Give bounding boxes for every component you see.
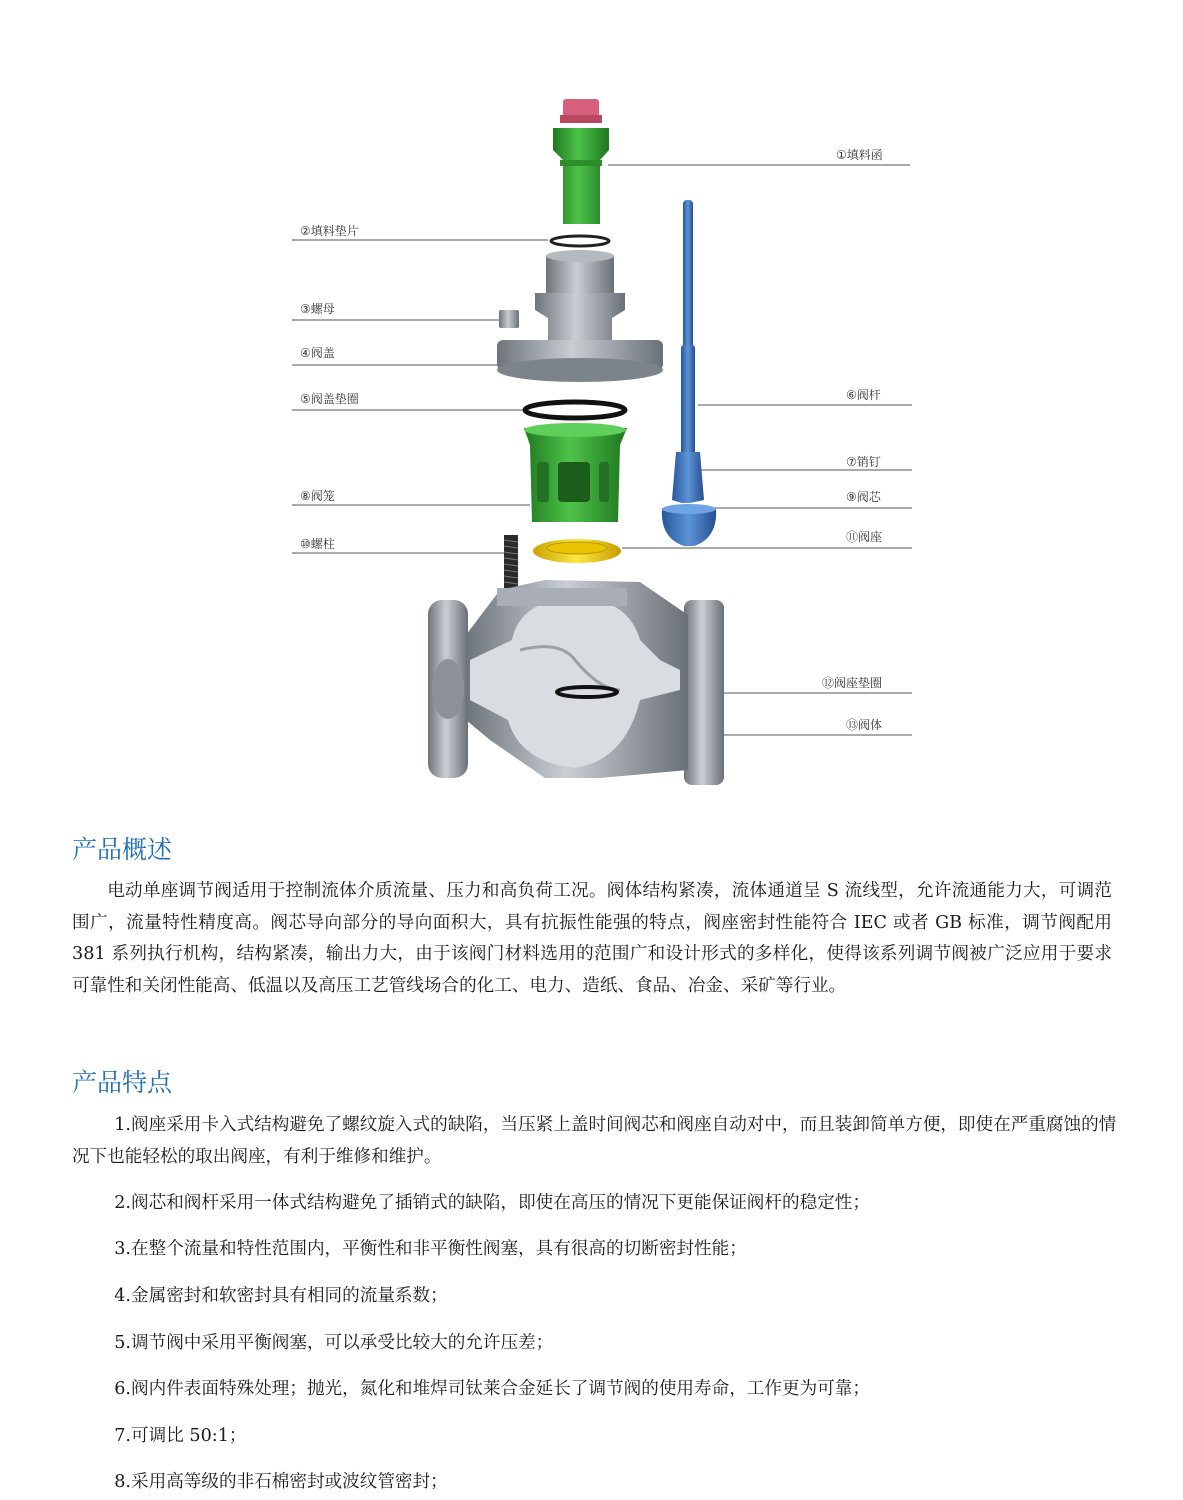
stud	[504, 535, 518, 591]
feature-item-7: 7.可调比 50:1；	[114, 1426, 247, 1446]
valve-seat	[533, 539, 621, 563]
overview-paragraph: 电动单座调节阀适用于控制流体介质流量、压力和高负荷工况。阀体结构紧凑，流体通道呈 S 流线型，允许流通能力大，可调范围广，流量特性精度高。阀芯导向部分的导向面积大，具有抗振性能强的特点，阀座密封性能符合 IEC 或者 GB 标准，调节阀配用 381 系列执行机构，结构紧凑，输出力大，由于该阀门材料选用的范围广和设计形式的多样化，使得该系列调节阀被广泛应用于要求可靠性和关闭性能高、低温以及高压工艺管线场合的化工、电力、造纸、食品、冶金、采矿等行业。	[72, 881, 1112, 996]
features-title: 产品特点	[72, 1068, 173, 1097]
bonnet	[497, 250, 663, 382]
callout-cage: ⑧阀笼	[300, 489, 335, 503]
callout-nut: ③螺母	[300, 302, 335, 316]
callout-valve-body: ⑬阀体	[846, 718, 883, 732]
nut	[499, 310, 519, 328]
feature-item-1: 1.阀座采用卡入式结构避免了螺纹旋入式的缺陷，当压紧上盖时间阀芯和阀座自动对中，而且装卸简单方便，即使在严重腐蚀的情况下也能轻松的取出阀座，有利于维修和维护。	[72, 1115, 1117, 1167]
callout-seat: ⑪阀座	[846, 530, 883, 544]
feature-item-8: 8.采用高等级的非石棉密封或波纹管密封；	[114, 1472, 448, 1492]
callout-packing-gasket: ②填料垫片	[300, 224, 359, 238]
feature-item-5: 5.调节阀中采用平衡阀塞，可以承受比较大的允许压差；	[114, 1333, 554, 1353]
callout-packing-box: ①填料函	[836, 148, 883, 162]
callout-stem: ⑥阀杆	[846, 388, 881, 402]
callout-bonnet: ④阀盖	[300, 346, 335, 360]
overview-title: 产品概述	[72, 835, 173, 864]
callout-pin: ⑦销钉	[846, 455, 881, 469]
stem-and-plug	[662, 200, 716, 546]
feature-item-4: 4.金属密封和软密封具有相同的流量系数；	[114, 1286, 448, 1306]
callout-plug: ⑨阀芯	[846, 490, 881, 504]
bonnet-gasket	[525, 402, 625, 418]
feature-item-3: 3.在整个流量和特性范围内，平衡性和非平衡性阀塞，具有很高的切断密封性能；	[114, 1239, 747, 1259]
callout-stud: ⑩螺柱	[300, 537, 335, 551]
callout-bonnet-gasket: ⑤阀盖垫圈	[300, 392, 359, 406]
feature-item-2: 2.阀芯和阀杆采用一体式结构避免了插销式的缺陷，即使在高压的情况下更能保证阀杆的稳定性；	[114, 1193, 870, 1213]
packing-box	[553, 99, 609, 224]
valve-body	[428, 580, 724, 785]
packing-gasket	[551, 236, 609, 246]
feature-item-6: 6.阀内件表面特殊处理；抛光，氮化和堆焊司钛莱合金延长了调节阀的使用寿命，工作更为可靠；	[114, 1379, 870, 1399]
cage	[524, 423, 627, 522]
callout-seat-gasket: ⑫阀座垫圈	[822, 676, 883, 690]
